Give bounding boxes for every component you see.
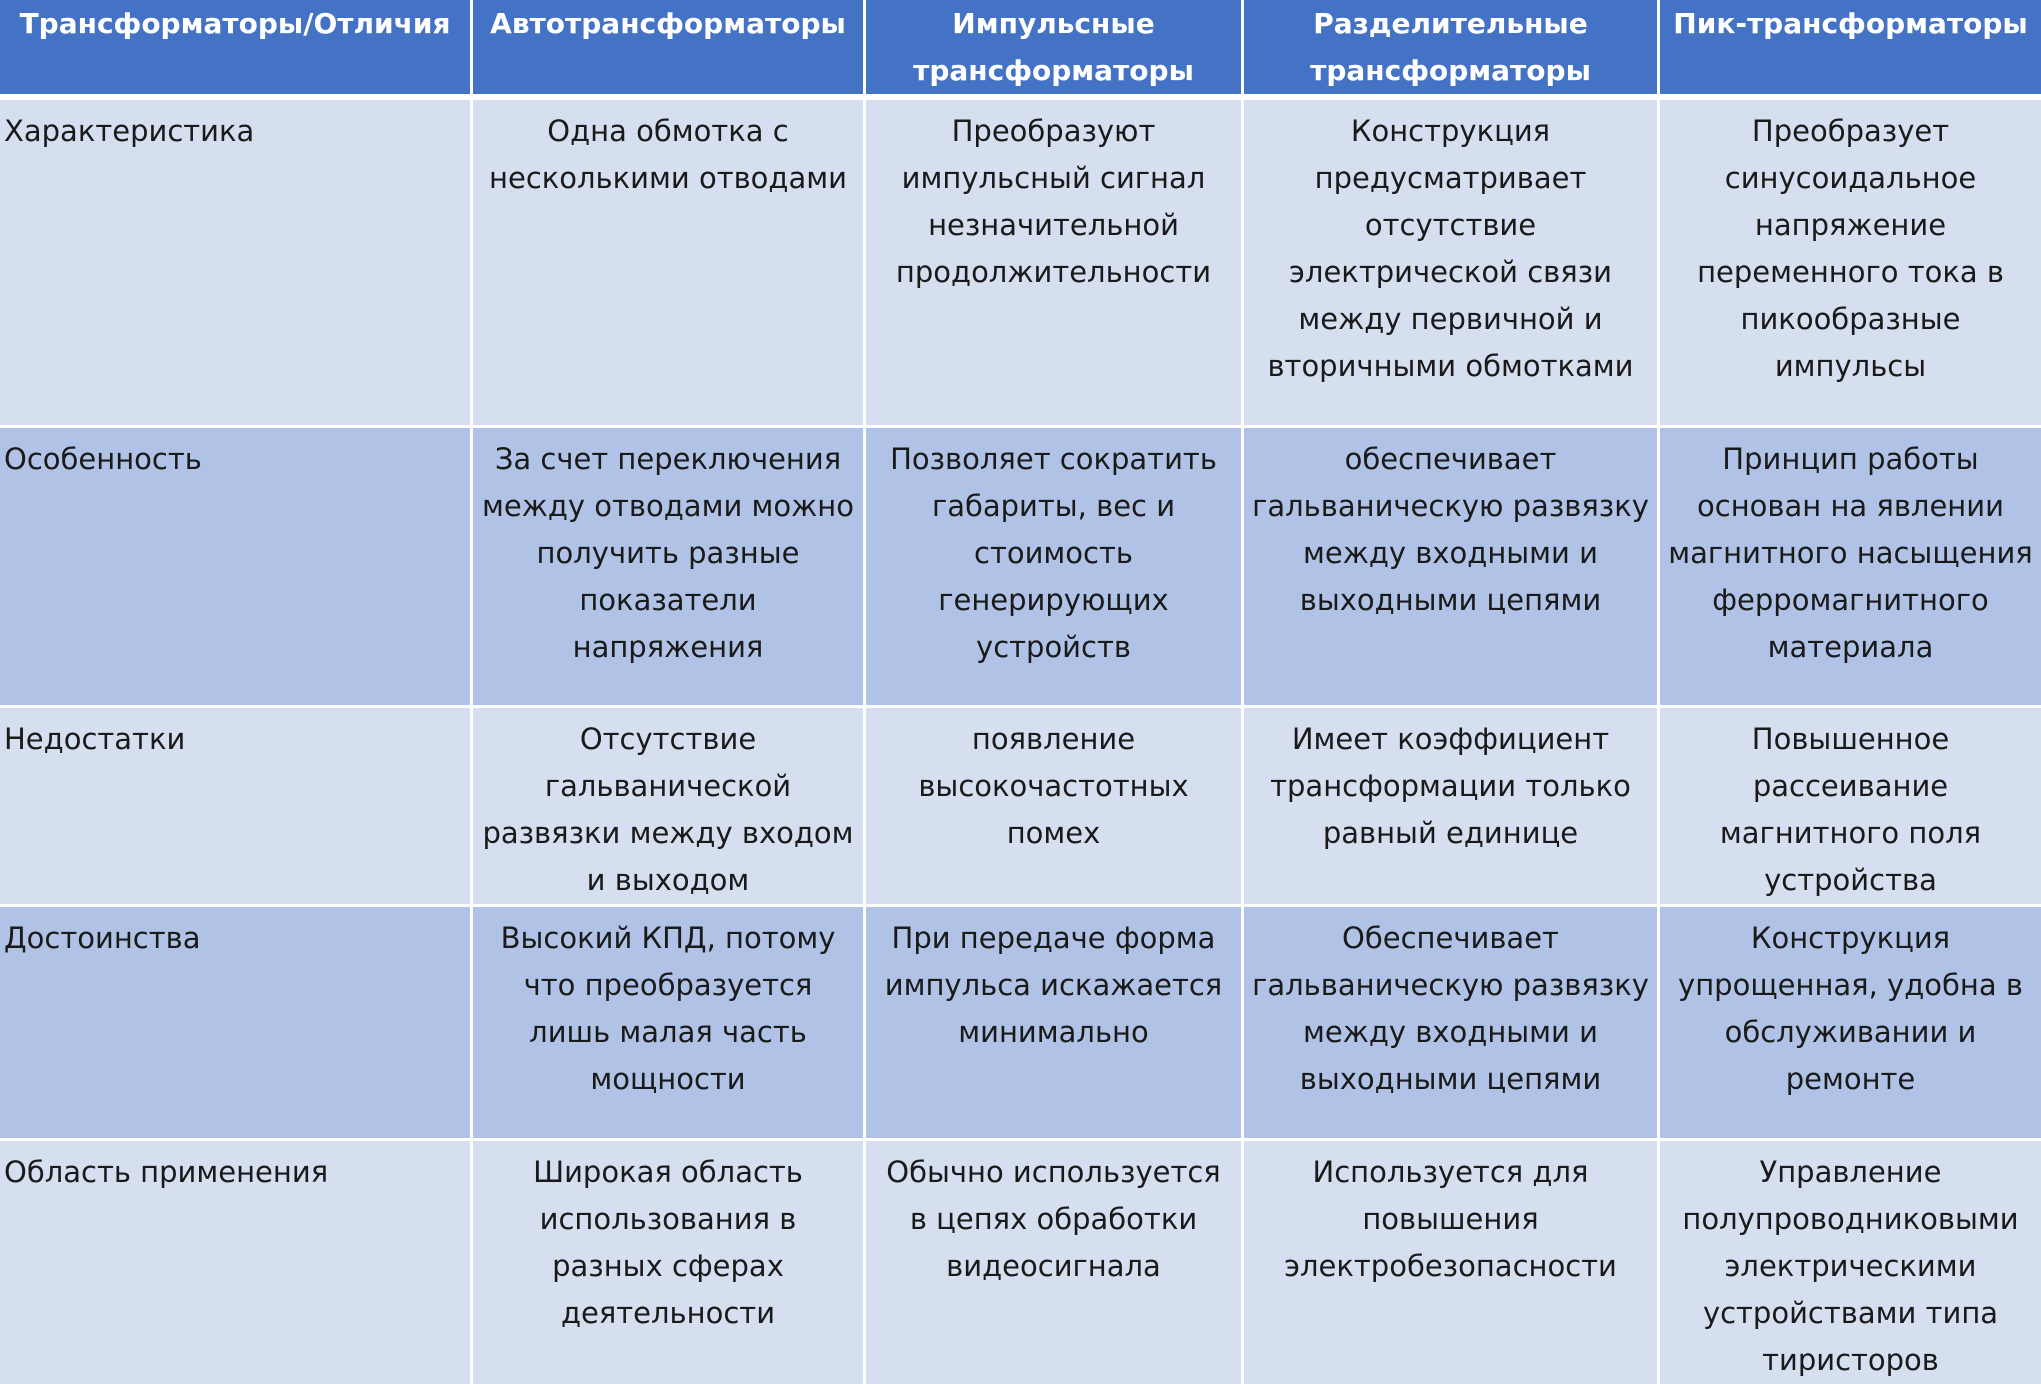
- table-cell: обеспечивает гальваническую развязку между входными и выходными цепями: [1244, 428, 1660, 708]
- table-row: [0, 907, 2041, 1141]
- row-label: Область применения: [0, 1141, 473, 1384]
- row-label: Характеристика: [0, 100, 473, 428]
- row-label: Особенность: [0, 428, 473, 708]
- table-cell: Повышенное рассеивание магнитного поля устройства: [1660, 708, 2041, 907]
- table-cell: Обычно используется в цепях обработки видеосигнала: [866, 1141, 1244, 1384]
- table-cell: Управление полупроводниковыми электрическими устройствами типа тиристоров: [1660, 1141, 2041, 1384]
- table-cell: Преобразуют импульсный сигнал незначительной продолжительности: [866, 100, 1244, 428]
- table-row: [0, 1141, 2041, 1384]
- table-cell: Используется для повышения электробезопасности: [1244, 1141, 1660, 1384]
- table-cell: Одна обмотка с несколькими отводами: [473, 100, 866, 428]
- row-label: Недостатки: [0, 708, 473, 907]
- table-cell: Широкая область использования в разных сферах деятельности: [473, 1141, 866, 1384]
- table-cell: появление высокочастотных помех: [866, 708, 1244, 907]
- table-cell: Позволяет сократить габариты, вес и стоимость генерирующих устройств: [866, 428, 1244, 708]
- header-cell-autotransformers: Автотрансформаторы: [473, 0, 866, 100]
- table-cell: При передаче форма импульса искажается минимально: [866, 907, 1244, 1141]
- header-cell-pulse-transformers: Импульсные трансформаторы: [866, 0, 1244, 100]
- table-cell: Принцип работы основан на явлении магнитного насыщения ферромагнитного материала: [1660, 428, 2041, 708]
- table-cell: Конструкция предусматривает отсутствие электрической связи между первичной и вторичными обмотками: [1244, 100, 1660, 428]
- table-cell: Конструкция упрощенная, удобна в обслуживании и ремонте: [1660, 907, 2041, 1141]
- header-row: [0, 0, 2041, 100]
- table-row: [0, 708, 2041, 907]
- header-cell-types: Трансформаторы/Отличия: [0, 0, 473, 100]
- table-cell: Отсутствие гальванической развязки между входом и выходом: [473, 708, 866, 907]
- header-cell-isolation-transformers: Разделительные трансформаторы: [1244, 0, 1660, 100]
- table-row: [0, 100, 2041, 428]
- header-cell-peak-transformers: Пик-трансформаторы: [1660, 0, 2041, 100]
- row-label: Достоинства: [0, 907, 473, 1141]
- table-cell: Высокий КПД, потому что преобразуется лишь малая часть мощности: [473, 907, 866, 1141]
- table-row: [0, 428, 2041, 708]
- table-cell: Имеет коэффициент трансформации только равный единице: [1244, 708, 1660, 907]
- table-cell: За счет переключения между отводами можно получить разные показатели напряжения: [473, 428, 866, 708]
- table-cell: Обеспечивает гальваническую развязку между входными и выходными цепями: [1244, 907, 1660, 1141]
- table-cell: Преобразует синусоидальное напряжение переменного тока в пикообразные импульсы: [1660, 100, 2041, 428]
